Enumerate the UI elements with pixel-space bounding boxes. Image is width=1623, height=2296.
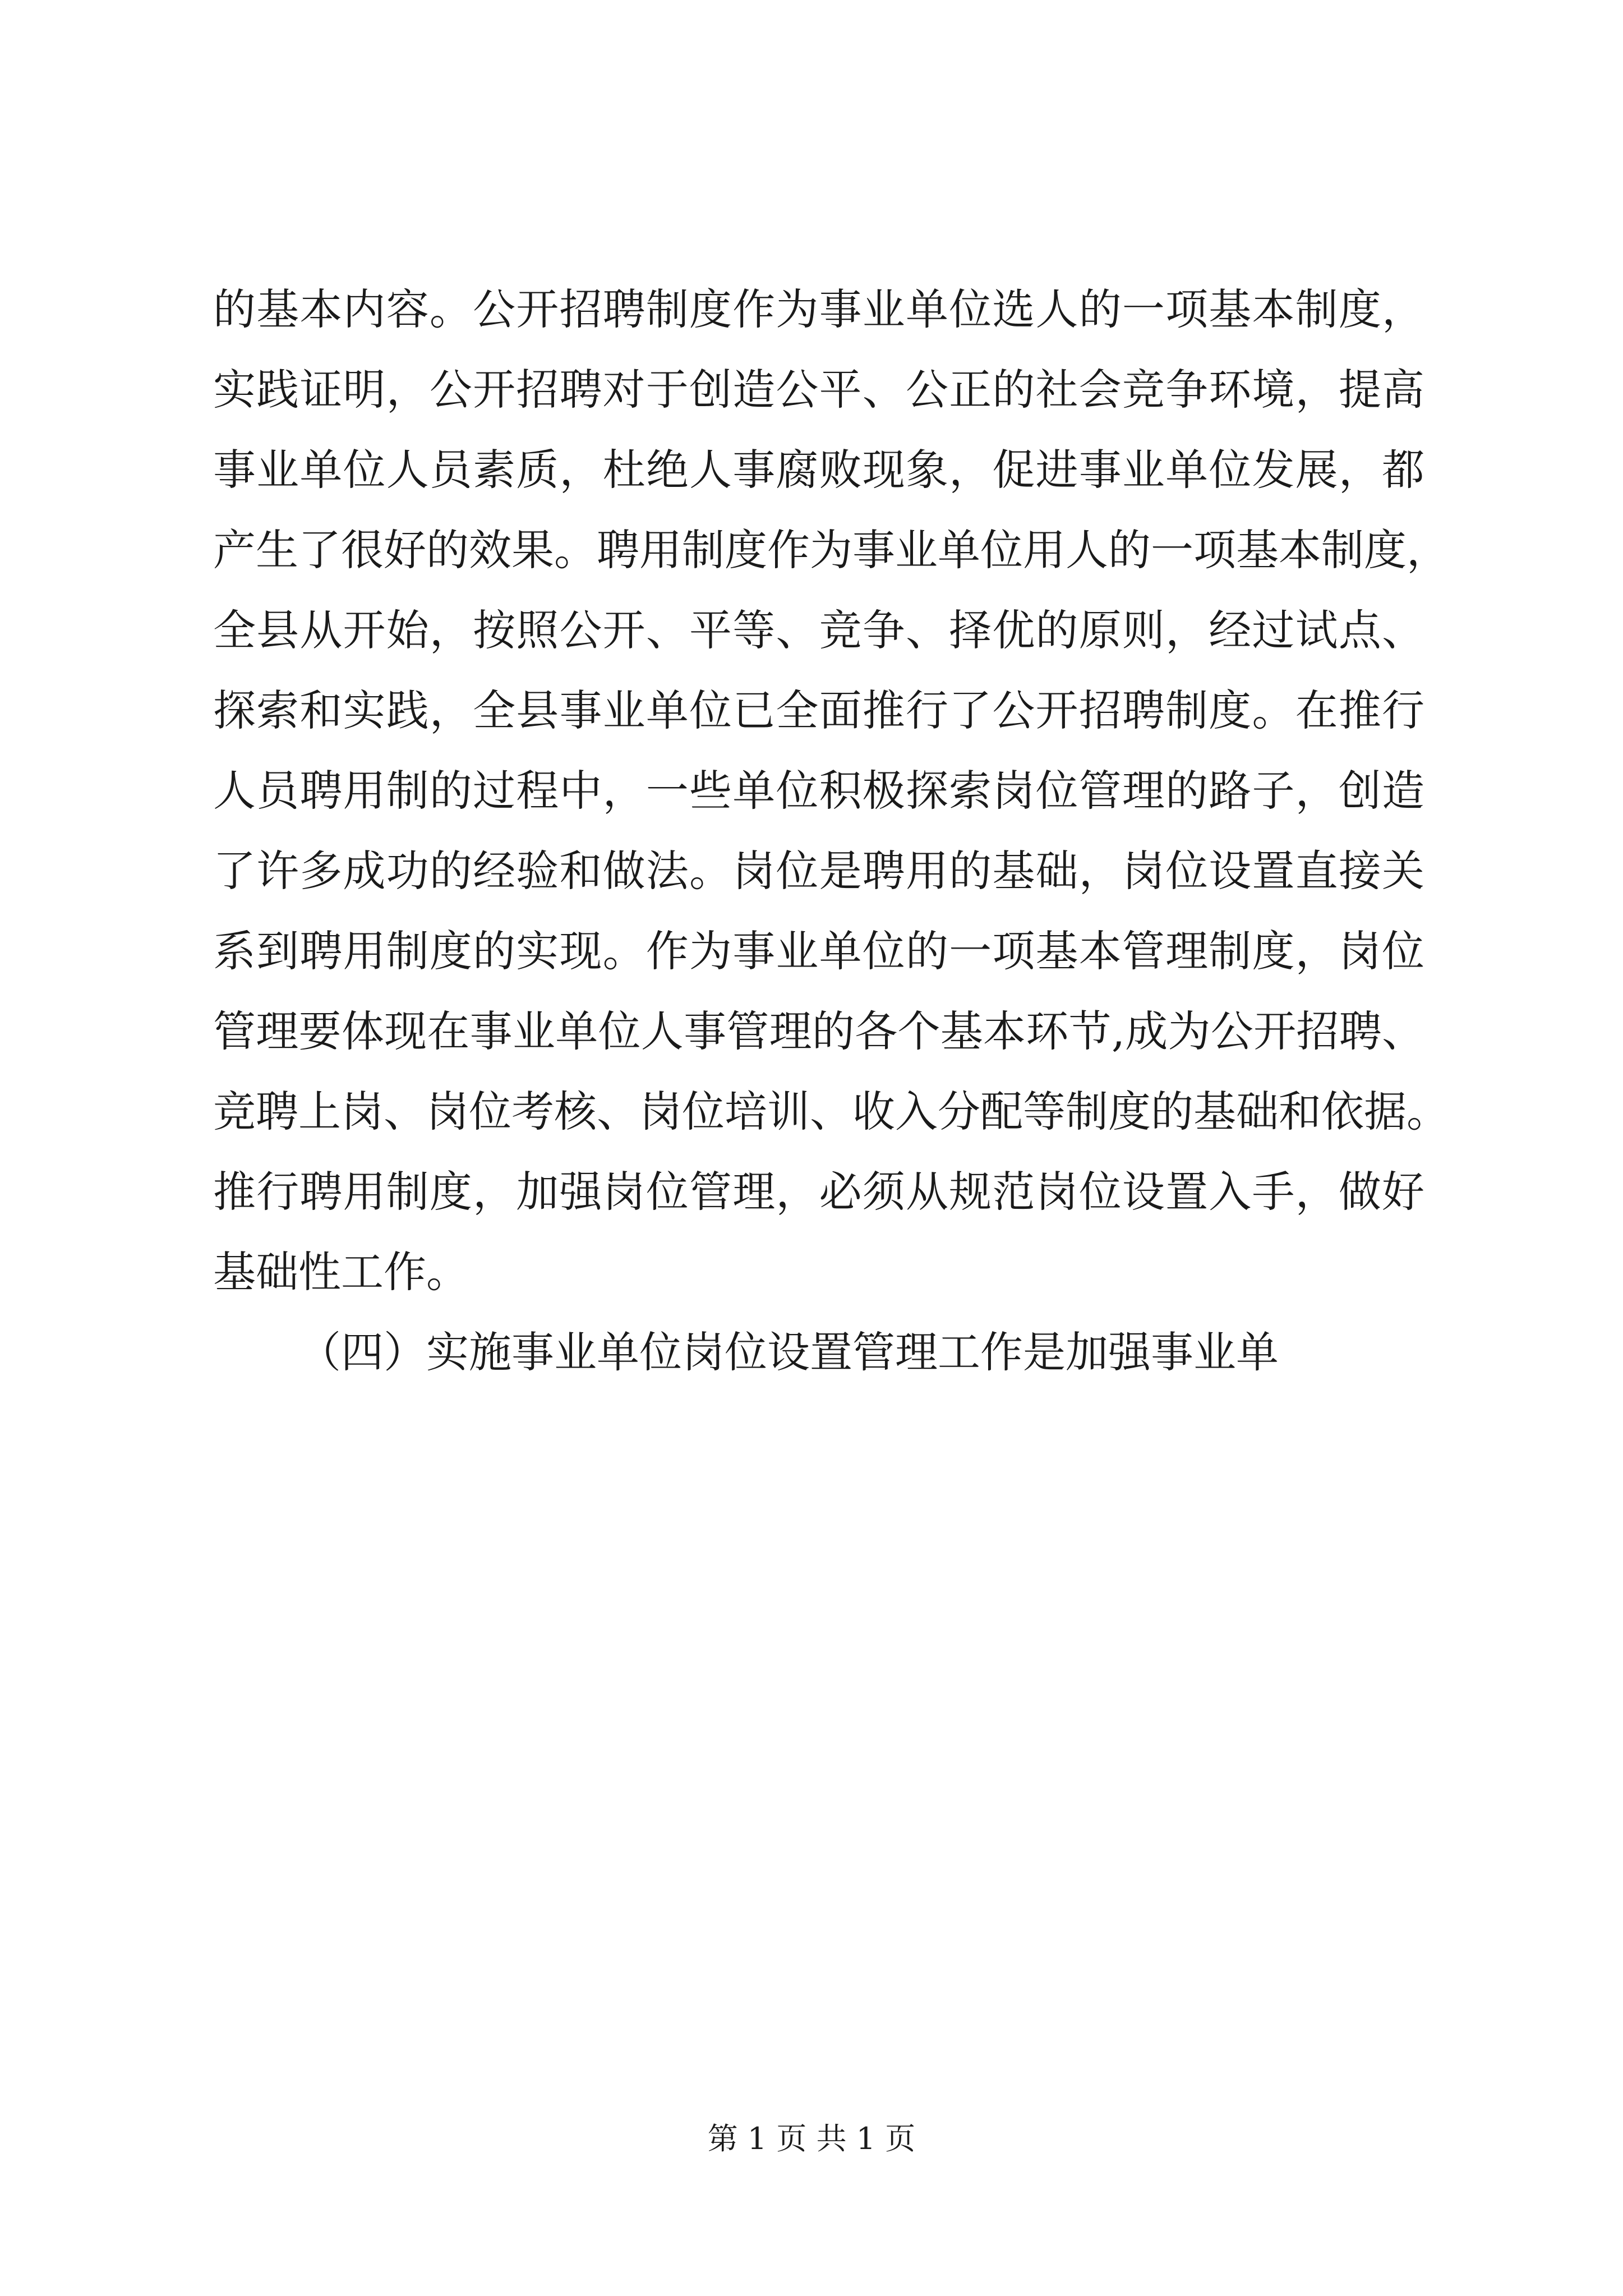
paragraph-line: 实践证明，公开招聘对于创造公平、公正的社会竞争环境，提高 bbox=[213, 365, 1424, 415]
paragraph-line: 管理要体现在事业单位人事管理的各个基本环节,成为公开招聘、 bbox=[213, 1006, 1424, 1056]
body-text bbox=[213, 269, 1449, 1392]
paragraph-line: 基础性工作。 bbox=[213, 1247, 469, 1297]
paragraph-line: 竞聘上岗、岗位考核、岗位培训、收入分配等制度的基础和依据。 bbox=[213, 1087, 1449, 1137]
paragraph-line: 全县从开始，按照公开、平等、竞争、择优的原则，经过试点、 bbox=[213, 605, 1424, 655]
paragraph-line: 了许多成功的经验和做法。岗位是聘用的基础，岗位设置直接关 bbox=[213, 846, 1424, 896]
paragraph-line: 系到聘用制度的实现。作为事业单位的一项基本管理制度，岗位 bbox=[213, 926, 1424, 976]
section-heading: （四）实施事业单位岗位设置管理工作是加强事业单 bbox=[298, 1327, 1279, 1377]
paragraph-line: 的基本内容。公开招聘制度作为事业单位选人的一项基本制度， bbox=[213, 284, 1424, 334]
page-number-footer: 第 1 页 共 1 页 bbox=[707, 2121, 916, 2156]
paragraph-line: 产生了很好的效果。聘用制度作为事业单位用人的一项基本制度， bbox=[213, 525, 1449, 575]
paragraph-line: 探索和实践，全县事业单位已全面推行了公开招聘制度。在推行 bbox=[213, 685, 1424, 735]
paragraph-line: 推行聘用制度，加强岗位管理，必须从规范岗位设置入手，做好 bbox=[213, 1167, 1424, 1217]
paragraph-line: 人员聘用制的过程中，一些单位积极探索岗位管理的路子，创造 bbox=[213, 766, 1424, 816]
paragraph-line: 事业单位人员素质，杜绝人事腐败现象，促进事业单位发展，都 bbox=[213, 445, 1424, 495]
